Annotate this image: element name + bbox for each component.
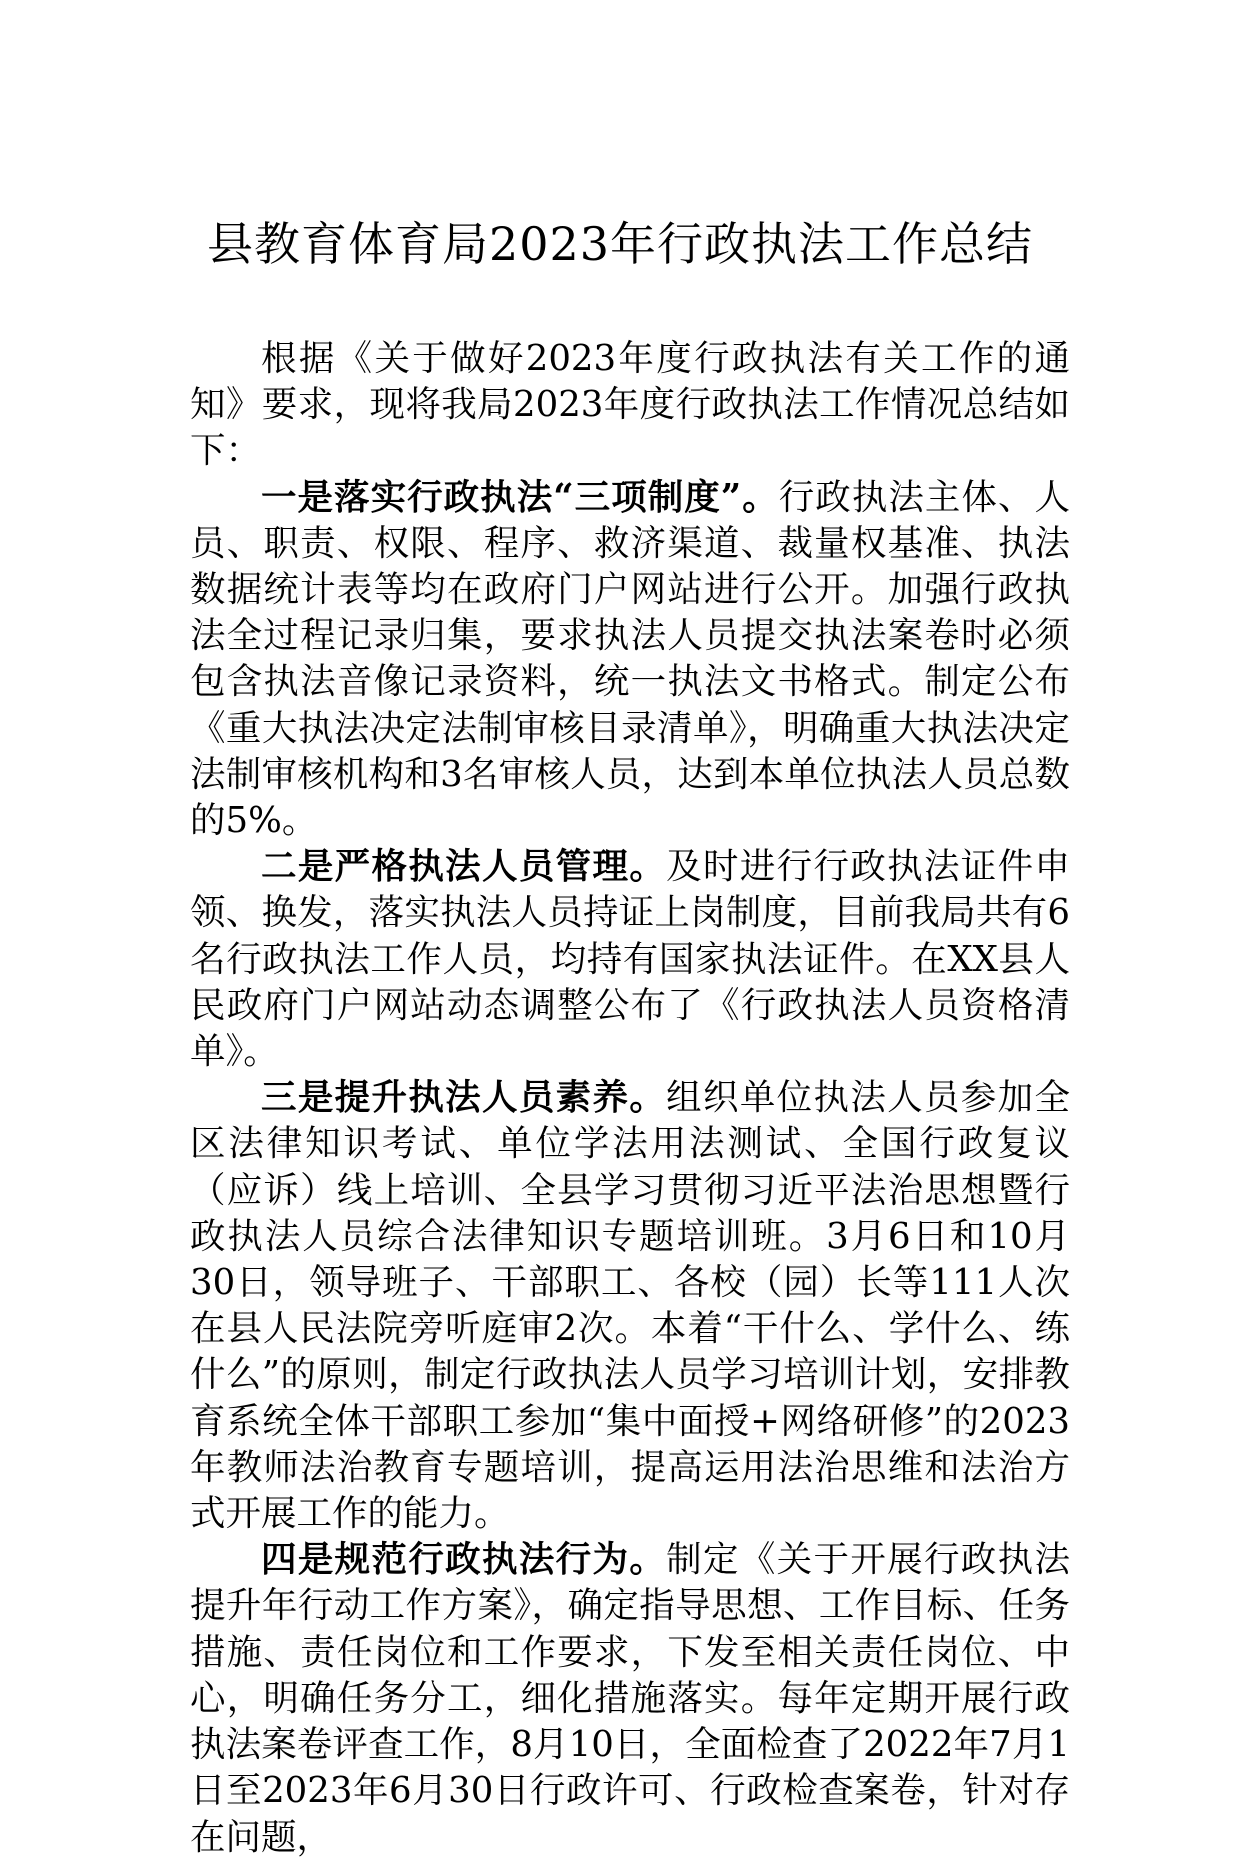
intro-paragraph: 根据《关于做好2023年度行政执法有关工作的通知》要求，现将我局2023年度行政执法工作情况总结如下： bbox=[190, 338, 1070, 472]
document-title: 县教育体育局2023年行政执法工作总结 bbox=[206, 217, 1034, 271]
section-text-2: 及时进行行政执法证件申领、换发，落实执法人员持证上岗制度，目前我局共有6名行政执法工作人员，均持有国家执法证件。在XX县人民政府门户网站动态调整公布了《行政执法人员资格清单》。 bbox=[190, 846, 1070, 1073]
section-text-1: 行政执法主体、人员、职责、权限、程序、救济渠道、裁量权基准、执法数据统计表等均在政府门户网站进行公开。加强行政执法全过程记录归集，要求执法人员提交执法案卷时必须包含执法音像记录资料，统一执法文书格式。制定公布《重大执法决定法制审核目录清单》，明确重大执法决定法制审核机构和3名审核人员，达到本单位执法人员总数的5%。 bbox=[190, 476, 1070, 842]
document-body bbox=[190, 336, 1070, 1861]
section-paragraph-1 bbox=[190, 475, 1070, 845]
section-heading-3: 三是提升执法人员素养。 bbox=[261, 1077, 667, 1119]
section-paragraph-2 bbox=[190, 844, 1070, 1075]
section-text-4: 制定《关于开展行政执法提升年行动工作方案》，确定指导思想、工作目标、任务措施、责任岗位和工作要求，下发至相关责任岗位、中心，明确任务分工，细化措施落实。每年定期开展行政执法案卷评查工作，8月10日，全面检查了2022年7月1日至2023年6月30日行政许可、行政检查案卷，针对存在问题， bbox=[190, 1539, 1070, 1858]
section-paragraph-3 bbox=[190, 1075, 1070, 1537]
section-heading-2: 二是严格执法人员管理。 bbox=[261, 846, 667, 888]
section-heading-1: 一是落实行政执法“三项制度”。 bbox=[261, 476, 779, 518]
section-paragraph-4 bbox=[190, 1537, 1070, 1860]
section-text-3: 组织单位执法人员参加全区法律知识考试、单位学法用法测试、全国行政复议（应诉）线上培训、全县学习贯彻习近平法治思想暨行政执法人员综合法律知识专题培训班。3月6日和10月30日，领导班子、干部职工、各校（园）长等111人次在县人民法院旁听庭审2次。本着“干什么、学什么、练什么”的原则，制定行政执法人员学习培训计划，安排教育系统全体干部职工参加“集中面授+网络研修”的2023年教师法治教育专题培训，提高运用法治思维和法治方式开展工作的能力。 bbox=[190, 1077, 1070, 1535]
section-heading-4: 四是规范行政执法行为。 bbox=[261, 1539, 667, 1581]
